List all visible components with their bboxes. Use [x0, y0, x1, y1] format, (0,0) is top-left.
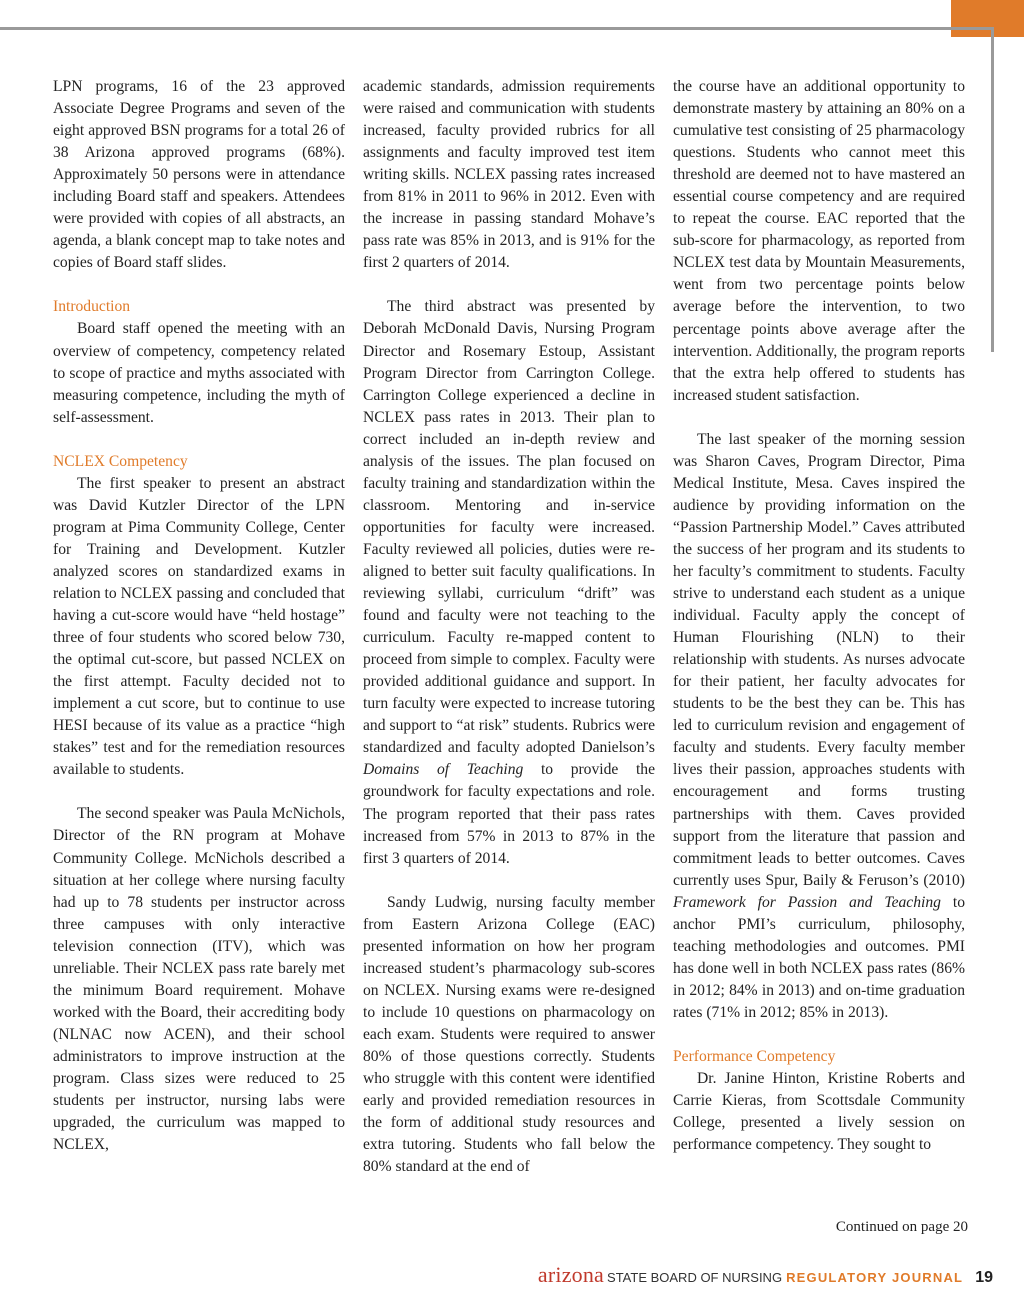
page-footer: [538, 1262, 993, 1288]
paragraph: academic standards, admission requirements were raised and communication with students increased, faculty provided rubrics for all assignments and faculty improved test item writing skills. NCLEX passing rates increased from 81% in 2011 to 96% in 2012. Even with the increase in passing standard Mohave’s pass rate was 85% in 2013, and is 91% for the first 2 quarters of 2014.: [363, 78, 655, 272]
footer-journal-name: REGULATORY JOURNAL: [786, 1270, 964, 1285]
continued-note: Continued on page 20: [835, 1219, 968, 1235]
top-rule: [0, 27, 994, 30]
paragraph-text: to anchor PMI’s curriculum, philosophy, teaching methodologies and outcomes. PMI has done well in both NCLEX pass rates (86% in 2012; 84% in 2013) and on-time graduation rates (71% in 2012; 85% in 2013).: [673, 893, 966, 1021]
paragraph: [363, 296, 655, 869]
paragraph-text: The last speaker of the morning session was Sharon Caves, Program Director, Pima Medical Institute, Mesa. Caves inspired the audience by providing information on the “Passion Partnership Model.” Caves attributed the success of her program and its students to her faculty’s commitment to students. Faculty strive to understand each student as a unique individual. Faculty apply the concept of Human Flourishing (NLN) to their relationship with students. As nurses advocate for their patient, her faculty advocates for students to be the best they can be. This has led to curriculum revision and engagement of faculty and students. Every faculty member lives their passion, approaches students with encouragement and forms trusting partnerships with them. Caves provided support from the literature that passion and commitment leads to better outcomes. Caves currently uses Spur, Baily & Feruson’s (2010): [673, 430, 965, 889]
paragraph-text: The third abstract was presented by Deborah McDonald Davis, Nursing Program Director and Rosemary Estoup, Assistant Program Director from Carrington College. Carrington College experienced a decline in NCLEX pass rates in 2013. Their plan to correct included an in-depth review and analysis of the issues. The plan focused on faculty training and standardization within the classroom. Mentoring and in-service opportunities for faculty were increased. Faculty reviewed all policies, duties were re-aligned to better suit faculty qualifications. In reviewing syllabi, curriculum “drift” was found and faculty were not teaching to the curriculum. Faculty re-mapped content to proceed from simple to complex. Faculty were provided additional guidance and support. In turn faculty were expected to increase tutoring and support to “at risk” students. Rubrics were standardized and faculty adopted Danielson’s: [363, 298, 655, 757]
page-number: 19: [975, 1269, 993, 1286]
text-column-3: [673, 76, 965, 1156]
paragraph: [673, 429, 965, 1024]
section-heading-performance-competency: Performance Competency: [673, 1047, 836, 1065]
paragraph: LPN programs, 16 of the 23 approved Associate Degree Programs and seven of the eight approved BSN programs for a total 26 of 38 Arizona approved programs (68%). Approximately 50 persons were in attendance including Board staff and speakers. Attendees were provided with copies of all abstracts, an agenda, a blank concept map to take notes and copies of Board staff slides.: [53, 78, 345, 272]
book-title: Domains of Teaching: [363, 761, 524, 779]
section-heading-introduction: Introduction: [53, 298, 131, 316]
side-rule: [991, 27, 994, 352]
paragraph: Board staff opened the meeting with an overview of competency, competency related to scope of practice and myths associated with measuring competence, including the myth of self-assessment.: [53, 320, 345, 426]
footer-board-name: STATE BOARD OF NURSING: [607, 1270, 783, 1285]
paragraph: Dr. Janine Hinton, Kristine Roberts and Carrie Kieras, from Scottsdale Community College, presented a lively session on performance competency. They sought to: [673, 1070, 965, 1154]
paragraph: Sandy Ludwig, nursing faculty member from Eastern Arizona College (EAC) presented information on how her program increased student’s pharmacology sub-scores on NCLEX. Nursing exams were re-designed to include 10 questions on pharmacology on each exam. Students were required to answer 80% of those questions correctly. Students who struggle with this content were identified early and provided remediation resources in the form of additional study resources and extra tutoring. Students who fall below the 80% standard at the end of: [363, 893, 655, 1176]
text-column-1: [53, 76, 345, 1156]
text-column-2: [363, 76, 655, 1178]
paragraph: The second speaker was Paula McNichols, Director of the RN program at Mohave Community College. McNichols described a situation at her college where nursing faculty had up to 78 students per instructor across three campuses with only interactive television connection (ITV), which was unreliable. Their NCLEX pass rate barely met the minimum Board requirement. Mohave worked with the Board, their accrediting body (NLNAC now ACEN), and their school administrators to improve instruction at the program. Class sizes were reduced to 25 students per instructor, nursing labs were upgraded, the curriculum was mapped to NCLEX,: [53, 805, 345, 1154]
corner-accent-block: [951, 0, 1024, 37]
paragraph: the course have an additional opportunity to demonstrate mastery by attaining an 80% on a cumulative test consisting of 25 pharmacology questions. Students who cannot meet this threshold are deemed not to have mastered an essential course competency and are required to repeat the course. EAC reported that the sub-score for pharmacology, as reported from NCLEX test data by Mountain Measurements, went from two percentage points below average before the intervention, to two percentage points above average after the intervention. Additionally, the program reports that the extra help offered to students has increased student satisfaction.: [673, 78, 965, 404]
paragraph: The first speaker to present an abstract was David Kutzler Director of the LPN program at Pima Community College, Center for Training and Development. Kutzler analyzed scores on standardized exams in relation to NCLEX passing and concluded that having a cut-score would have “held hostage” three of four students who scored below 730, the optimal cut-score, but passed NCLEX on the first attempt. Faculty decided not to implement a cut score, but to continue to use HESI because of its value as a practice “high stakes” test and for the remediation resources available to students.: [53, 474, 345, 779]
paragraph-text: to provide the groundwork for faculty expectations and role. The program reported that their pass rates increased from 57% in 2013 to 87% in the first 3 quarters of 2014.: [363, 761, 656, 867]
footer-brand: arizona: [537, 1262, 605, 1287]
book-title: Framework for Passion and Teaching: [673, 893, 941, 911]
section-heading-nclex-competency: NCLEX Competency: [53, 452, 188, 470]
